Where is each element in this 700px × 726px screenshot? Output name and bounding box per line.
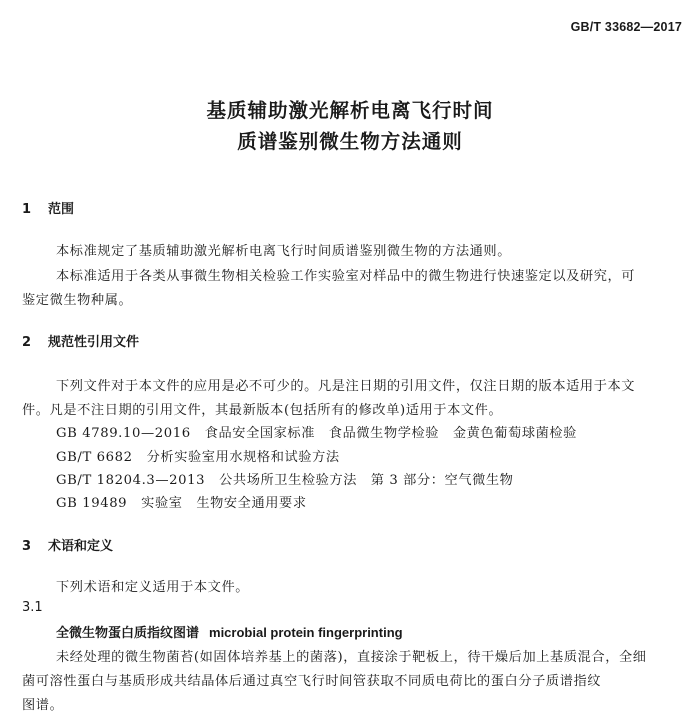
- paragraph: 下列文件对于本文件的应用是必不可少的。凡是注日期的引用文件，仅注日期的版本适用于本文: [56, 379, 636, 394]
- reference-title: 分析实验室用水规格和试验方法: [146, 450, 340, 465]
- reference-code: GB 4789.10—2016: [56, 426, 191, 441]
- document-title-line-1: 基质辅助激光解析电离飞行时间: [206, 99, 494, 122]
- term-english: microbial protein fingerprinting: [209, 625, 403, 640]
- reference-item: [56, 446, 340, 465]
- reference-item: [56, 469, 513, 488]
- definition-continuation: 菌可溶性蛋白与基质形成共结晶体后通过真空飞行时间管获取不同质电荷比的蛋白分子质谱指纹: [22, 674, 602, 689]
- paragraph: 下列术语和定义适用于本文件。: [56, 580, 250, 595]
- section-number: 3: [22, 539, 32, 554]
- definition-paragraph: 未经处理的微生物菌苔(如固体培养基上的菌落)，直接涂于靶板上，待干燥后加上基质混合，全细: [56, 650, 647, 665]
- paragraph: 本标准适用于各类从事微生物相关检验工作实验室对样品中的微生物进行快速鉴定以及研究，可: [56, 269, 636, 284]
- section-title: 范围: [48, 202, 75, 217]
- reference-code: GB 19489: [56, 496, 128, 511]
- section-heading-terms-and-definitions: [22, 535, 113, 554]
- document-title-line-2: 质谱鉴别微生物方法通则: [237, 130, 463, 153]
- paragraph-continuation: 鉴定微生物种属。: [22, 293, 133, 308]
- section-number: 2: [22, 335, 32, 350]
- reference-title: 公共场所卫生检验方法 第 3 部分：空气微生物: [219, 473, 514, 488]
- section-title: 术语和定义: [48, 539, 114, 554]
- section-title: 规范性引用文件: [48, 335, 140, 350]
- reference-code: GB/T 6682: [56, 450, 133, 465]
- paragraph-continuation: 件。凡是不注日期的引用文件，其最新版本(包括所有的修改单)适用于本文件。: [22, 403, 503, 418]
- term-chinese: 全微生物蛋白质指纹图谱: [56, 626, 200, 641]
- term-heading: [56, 622, 403, 641]
- reference-code: GB/T 18204.3—2013: [56, 473, 206, 488]
- section-heading-scope: [22, 198, 74, 217]
- section-number: 1: [22, 202, 32, 217]
- section-heading-normative-references: [22, 331, 139, 350]
- standard-code: GB/T 33682—2017: [570, 20, 682, 34]
- reference-title: 食品安全国家标准 食品微生物学检验 金黄色葡萄球菌检验: [204, 426, 577, 441]
- paragraph: 本标准规定了基质辅助激光解析电离飞行时间质谱鉴别微生物的方法通则。: [56, 244, 511, 259]
- definition-continuation: 图谱。: [22, 698, 64, 713]
- reference-item: [56, 422, 577, 441]
- subsection-number: 3.1: [22, 600, 43, 615]
- reference-title: 实验室 生物安全通用要求: [141, 496, 307, 511]
- reference-item: [56, 492, 307, 511]
